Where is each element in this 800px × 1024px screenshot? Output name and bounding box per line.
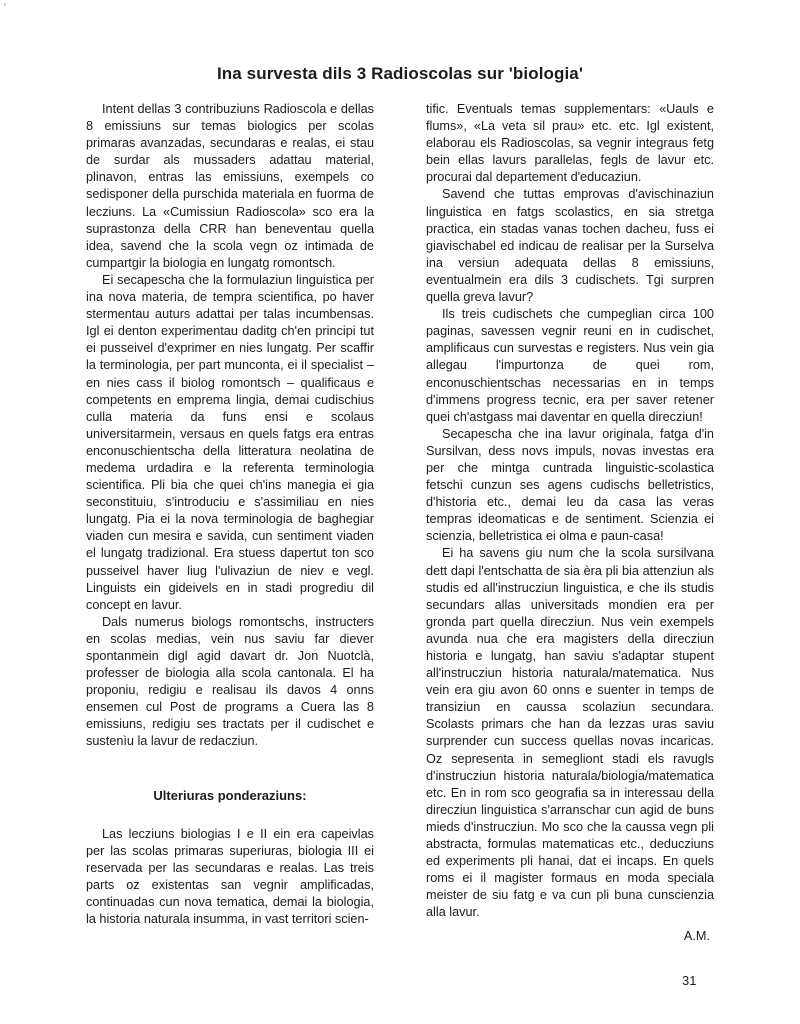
right-column <box>426 101 714 945</box>
paragraph: Intent dellas 3 contribuziuns Radioscola e dellas 8 emissiuns sur temas biologics per scolas primaras avanzadas, secundaras e realas, ei stau de surdar als mussaders adattau material, plinavon, entras las emissiuns, exempels co sedisponer della purschida materiala en fuorma de lecziuns. La «Cumissiun Radioscola» sco era la suprastonza della CRR han beneventau quella idea, savend che la scola vegn oz intimada de cumpartgir la biologia en lungatg romontsch. <box>86 102 374 270</box>
section-heading: Ulteriuras ponderaziuns: <box>153 787 307 803</box>
author-signature: A.M. <box>683 928 710 943</box>
article-title: Ina survesta dils 3 Radioscolas sur 'biologia' <box>216 64 584 83</box>
paragraph: Las lecziuns biologias I e II ein era capeivlas per las scolas primaras superiuras, biologia III ei reservada per las secundaras e realas. Las treis parts oz existentas san vegnir amplificadas, continuadas cun nova tematica, demai la biologia, la historia naturala insumma, in vast territori scien- <box>86 826 374 927</box>
paragraph: Ei secapescha che la formulaziun linguistica per ina nova materia, de tempra scientifica, po haver stermentau auturs adattai per talas incumbensas. Igl ei denton experimentau daditg ch'en principi tut ei pusseivel d'exprimer en nies lungatg. Per scaffir la terminologia, per part munconta, ei il specialist – en nies cass il biolog romontsch – qualificaus e competents en emprema lingia, demai cudischius culla materia da funs ensi e scolaus universitarmein, versaus en quels fatgs era entras enconuschientscha della litteratura neolatina de medema urdadira e la referenta terminologia scientifica. Pli bia che quei ch'ins manegia ei gia seconstituiu, s'introduciu e s'assimiliau en nies lungatg. Pia ei la nova terminologia de baghegiar viaden cun mesira e savida, cun sentiment viaden el lungatg tradizional. Era stuess dapertut ton sco pusseivel haver liug l'ulivaziun de niev e vegl. Linguists ein gideivels en in stadi progrediu dil concept en lavur. <box>86 272 374 612</box>
paragraph: Savend che tuttas emprovas d'avischinaziun linguistica en fatgs scolastics, en sia stretga practica, ein stadas vanas tochen dacheu, fuss ei giavischabel ed indicau de realisar per la Surselva ina versiun adequata dellas 8 emissiuns, eventualmein era dils 3 cudischets. Tgi surpren quella greva lavur? <box>426 187 714 305</box>
left-column <box>86 101 374 928</box>
paragraph: Ils treis cudischets che cumpeglian circa 100 paginas, savessen vegnir reuni en in cudischet, amplificaus cun survestas e registers. Nus vein gia allegau l'impurtonza de quei rom, enconuschientschas necessarias en in temps d'immens progress tecnic, era per saver retener quei ch'astgass mai daventar en quella direcziun! <box>426 307 714 424</box>
paragraph: Secapescha che ina lavur originala, fatga d'in Sursilvan, dess novs impuls, novas investas era per che mintga cuntrada linguistic-scolastica fetschi cunzun ses agens cudischs belletristics, d'historia etc., demai leu da casa las veras tempras ideomaticas e de sentiment. Scienzia ei scienzia, belletristica ei olma e paun-casa! <box>426 426 714 544</box>
paragraph: Ei ha savens giu num che la scola sursilvana dett dapi l'entschatta de sia èra pli bia attenziun als studis ed all'instrucziun linguistica, e che ils studis secundars allas universitads mondien era per gronda part quella direcziun. Nus vein exempels avunda nua che era magisters della direcziun historia e lungatg, han saviu s'adaptar stupent all'instrucziun historia naturala/matematica. Nus vein era giu avon 60 onns e suenter in temps de transiziun en caussa scolaziun secundara. Scolasts primars che han da lezzas uras saviu surprender cun success quellas novas incaricas. Oz sepresenta in semegliont stadi els ravugls d'instrucziun historia naturala/biologia/matematica etc. En in rom sco geografia sa in interessau della direcziun linguistica s'arranschar cun agid de buns mieds d'instrucziun. Mo sco che la caussa vegn pli abstracta, formulas matematicas etc., deducziuns ed experiments pli hanai, dat ei incaps. En quels roms ei il magister formaus en moda speciala meister de siu fatg e va cun pli buna cunscienzia alla lavur. <box>426 546 714 920</box>
page-number: 31 <box>682 973 697 988</box>
paragraph: tific. Eventuals temas supplementars: «Uauls e flums», «La veta sil prau» etc. etc. Igl existent, elaborau els Radioscolas, sa vegnir integraus fetg bein ellas lavurs parallelas, fegls de lavur etc. procurai dal departement d'educaziun. <box>426 102 714 185</box>
paragraph: Dals numerus biologs romontschs, instructers en scolas medias, vein nus saviu far diever spontanmein digl agid davart dr. Jon Nuotclà, professer de biologia alla scola cantonala. El ha proponiu, redigiu e realisau ils davos 4 onns ensemen cul Post de programs a Cuera las 8 emissiuns, redigiu ses tractats per il cudischet e sustenìu la lavur de redacziun. <box>86 614 374 749</box>
corner-mark: ' <box>4 2 6 12</box>
